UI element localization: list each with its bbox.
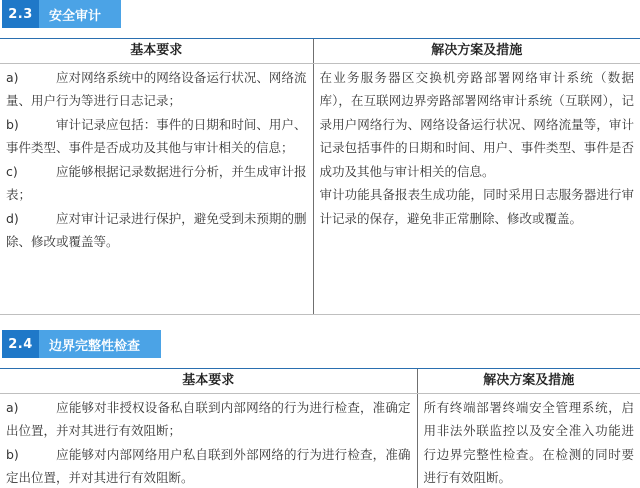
solution-paragraph: 在业务服务器区交换机旁路部署网络审计系统（数据库），在互联网边界旁路部署网络审计系统（互联网），记录用户网络行为、网络设备运行状况、网络流量等，审计记录包括事件的日期和时间、用户、事件类型、事件是否成功及其他与审计相关的信息。 bbox=[319, 69, 634, 179]
requirement-item bbox=[6, 66, 307, 113]
requirement-item bbox=[6, 113, 307, 160]
header-requirements: 基本要求 bbox=[0, 39, 313, 63]
item-label: b) bbox=[6, 116, 19, 132]
item-text: 审计记录应包括：事件的日期和时间、用户、事件类型、事件是否成功及其他与审计相关的信息； bbox=[6, 116, 307, 155]
item-text: 应能够对内部网络用户私自联到外部网络的行为进行检查，准确定出位置，并对其进行有效阻断。 bbox=[6, 446, 411, 485]
solution-paragraph: 所有终端部署终端安全管理系统，启用非法外联监控以及安全准入功能进行边界完整性检查。在检测的同时要进行有效阻断。 bbox=[423, 399, 634, 485]
item-label: d) bbox=[6, 210, 19, 226]
section-heading bbox=[2, 330, 640, 358]
item-label: a) bbox=[6, 69, 19, 85]
requirements-table bbox=[0, 369, 640, 488]
requirement-item bbox=[6, 396, 411, 443]
table-bottom-rule bbox=[0, 314, 640, 315]
table-row bbox=[0, 63, 640, 314]
item-text: 应能够对非授权设备私自联到内部网络的行为进行检查，准确定出位置，并对其进行有效阻断； bbox=[6, 399, 411, 438]
section-title: 边界完整性检查 bbox=[39, 330, 161, 358]
requirements-cell bbox=[0, 63, 313, 314]
table-row bbox=[0, 393, 640, 488]
requirements-table bbox=[0, 39, 640, 314]
section-boundary-integrity bbox=[0, 330, 640, 488]
header-solutions: 解决方案及措施 bbox=[313, 39, 640, 63]
header-solutions: 解决方案及措施 bbox=[417, 369, 640, 393]
requirement-item bbox=[6, 207, 307, 254]
item-label: b) bbox=[6, 446, 19, 462]
solution-paragraph: 审计功能具备报表生成功能，同时采用日志服务器进行审计记录的保存，避免非正常删除、修改或覆盖。 bbox=[319, 187, 634, 226]
item-text: 应对网络系统中的网络设备运行状况、网络流量、用户行为等进行日志记录； bbox=[6, 69, 307, 108]
section-number: 2.4 bbox=[2, 330, 39, 358]
section-number: 2.3 bbox=[2, 0, 39, 28]
requirements-cell bbox=[0, 393, 417, 488]
requirement-item bbox=[6, 160, 307, 207]
requirement-item bbox=[6, 443, 411, 488]
section-heading bbox=[2, 0, 640, 28]
section-title: 安全审计 bbox=[39, 0, 121, 28]
header-requirements: 基本要求 bbox=[0, 369, 417, 393]
item-label: c) bbox=[6, 163, 18, 179]
item-text: 应对审计记录进行保护，避免受到未预期的删除、修改或覆盖等。 bbox=[6, 210, 307, 249]
item-text: 应能够根据记录数据进行分析，并生成审计报表； bbox=[6, 163, 307, 202]
item-label: a) bbox=[6, 399, 19, 415]
solutions-cell bbox=[313, 63, 640, 314]
solutions-cell bbox=[417, 393, 640, 488]
